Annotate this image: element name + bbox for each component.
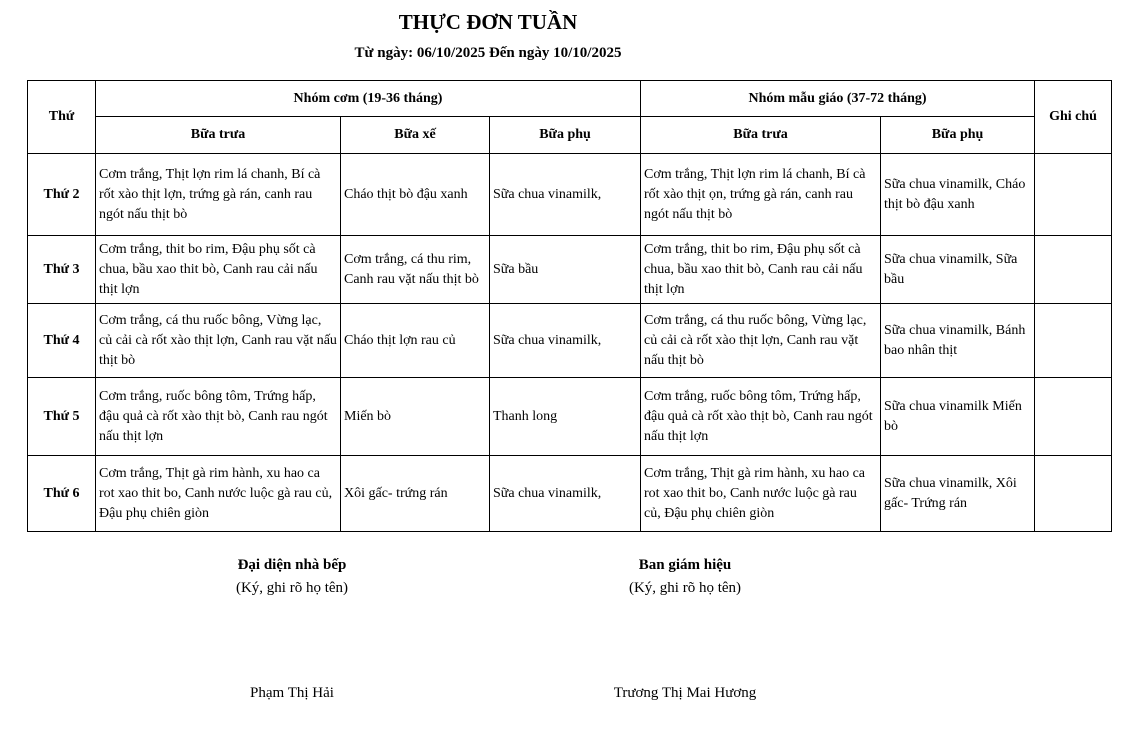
day-cell: Thứ 5 <box>28 378 96 456</box>
kitchen-sign-hint: (Ký, ghi rõ họ tên) <box>235 580 349 596</box>
notes-cell <box>1035 236 1112 304</box>
g2-snack-cell: Sữa chua vinamilk Miến bò <box>881 378 1035 456</box>
header-notes: Ghi chú <box>1035 81 1112 154</box>
header-g1-lunch: Bữa trưa <box>96 117 341 154</box>
table-row <box>28 304 1112 378</box>
g1-afternoon-cell: Cháo thịt lợn rau củ <box>341 304 490 378</box>
g1-lunch-cell: Cơm trắng, Thịt gà rim hành, xu hao ca rot xao thit bo, Canh nước luộc gà rau củ, Đậu phụ chiên giòn <box>96 456 341 532</box>
g2-lunch-cell: Cơm trắng, Thịt lợn rim lá chanh, Bí cà rốt xào thịt ọn, trứng gà rán, canh rau ngót nấu thịt bò <box>641 154 881 236</box>
g2-snack-cell: Sữa chua vinamilk, Cháo thịt bò đậu xanh <box>881 154 1035 236</box>
g1-afternoon-cell: Miến bò <box>341 378 490 456</box>
day-cell: Thứ 4 <box>28 304 96 378</box>
kitchen-role: Đại diện nhà bếp <box>237 557 347 573</box>
header-g1-snack: Bữa phụ <box>490 117 641 154</box>
g1-lunch-cell: Cơm trắng, thit bo rim, Đậu phụ sốt cà chua, bầu xao thit bò, Canh rau cải nấu thịt lợn <box>96 236 341 304</box>
header-g1-afternoon: Bữa xế <box>341 117 490 154</box>
page-title: THỰC ĐƠN TUẦN <box>398 10 578 34</box>
g1-lunch-cell: Cơm trắng, cá thu ruốc bông, Vừng lạc, củ cải cà rốt xào thịt lợn, Canh rau vặt nấu thịt bò <box>96 304 341 378</box>
notes-cell <box>1035 378 1112 456</box>
g1-snack-cell: Sữa chua vinamilk, <box>490 456 641 532</box>
g1-lunch-cell: Cơm trắng, ruốc bông tôm, Trứng hấp, đậu quả cà rốt xào thịt bò, Canh rau ngót nấu thịt lợn <box>96 378 341 456</box>
header-g2-snack: Bữa phụ <box>881 117 1035 154</box>
table-row <box>28 456 1112 532</box>
g1-snack-cell: Sữa bầu <box>490 236 641 304</box>
g2-lunch-cell: Cơm trắng, ruốc bông tôm, Trứng hấp, đậu quả cà rốt xào thịt bò, Canh rau ngót nấu thịt lợn <box>641 378 881 456</box>
g1-afternoon-cell: Cháo thịt bò đậu xanh <box>341 154 490 236</box>
notes-cell <box>1035 456 1112 532</box>
kitchen-signature-block <box>192 557 392 597</box>
table-row <box>28 378 1112 456</box>
g1-afternoon-cell: Cơm trắng, cá thu rim, Canh rau vặt nấu thịt bò <box>341 236 490 304</box>
header-group-nursery: Nhóm cơm (19-36 tháng) <box>96 81 641 117</box>
notes-cell <box>1035 304 1112 378</box>
g2-snack-cell: Sữa chua vinamilk, Xôi gấc- Trứng rán <box>881 456 1035 532</box>
g2-lunch-cell: Cơm trắng, cá thu ruốc bông, Vừng lạc, củ cải cà rốt xào thịt lợn, Canh rau vặt nấu thịt bò <box>641 304 881 378</box>
board-sign-hint: (Ký, ghi rõ họ tên) <box>628 580 742 596</box>
header-day: Thứ <box>28 81 96 154</box>
board-signer-name: Trương Thị Mai Hương <box>613 685 757 701</box>
board-signature-block <box>585 557 785 597</box>
g1-snack-cell: Thanh long <box>490 378 641 456</box>
g2-snack-cell: Sữa chua vinamilk, Sữa bầu <box>881 236 1035 304</box>
notes-cell <box>1035 154 1112 236</box>
table-row <box>28 236 1112 304</box>
header-group-kindergarten: Nhóm mẫu giáo (37-72 tháng) <box>641 81 1035 117</box>
board-role: Ban giám hiệu <box>638 557 732 573</box>
g2-snack-cell: Sữa chua vinamilk, Bánh bao nhân thịt <box>881 304 1035 378</box>
g1-lunch-cell: Cơm trắng, Thịt lợn rim lá chanh, Bí cà rốt xào thịt lợn, trứng gà rán, canh rau ngót nấu thịt bò <box>96 154 341 236</box>
g1-snack-cell: Sữa chua vinamilk, <box>490 304 641 378</box>
day-cell: Thứ 3 <box>28 236 96 304</box>
g2-lunch-cell: Cơm trắng, thit bo rim, Đậu phụ sốt cà chua, bầu xao thit bò, Canh rau cải nấu thịt lợn <box>641 236 881 304</box>
weekly-menu-table <box>27 80 1112 532</box>
table-row <box>28 154 1112 236</box>
day-cell: Thứ 2 <box>28 154 96 236</box>
g2-lunch-cell: Cơm trắng, Thịt gà rim hành, xu hao ca rot xao thit bo, Canh nước luộc gà rau củ, Đậu phụ chiên giòn <box>641 456 881 532</box>
g1-afternoon-cell: Xôi gấc- trứng rán <box>341 456 490 532</box>
date-range: Từ ngày: 06/10/2025 Đến ngày 10/10/2025 <box>354 45 622 61</box>
kitchen-signer-name: Phạm Thị Hải <box>250 685 334 701</box>
day-cell: Thứ 6 <box>28 456 96 532</box>
header-g2-lunch: Bữa trưa <box>641 117 881 154</box>
g1-snack-cell: Sữa chua vinamilk, <box>490 154 641 236</box>
